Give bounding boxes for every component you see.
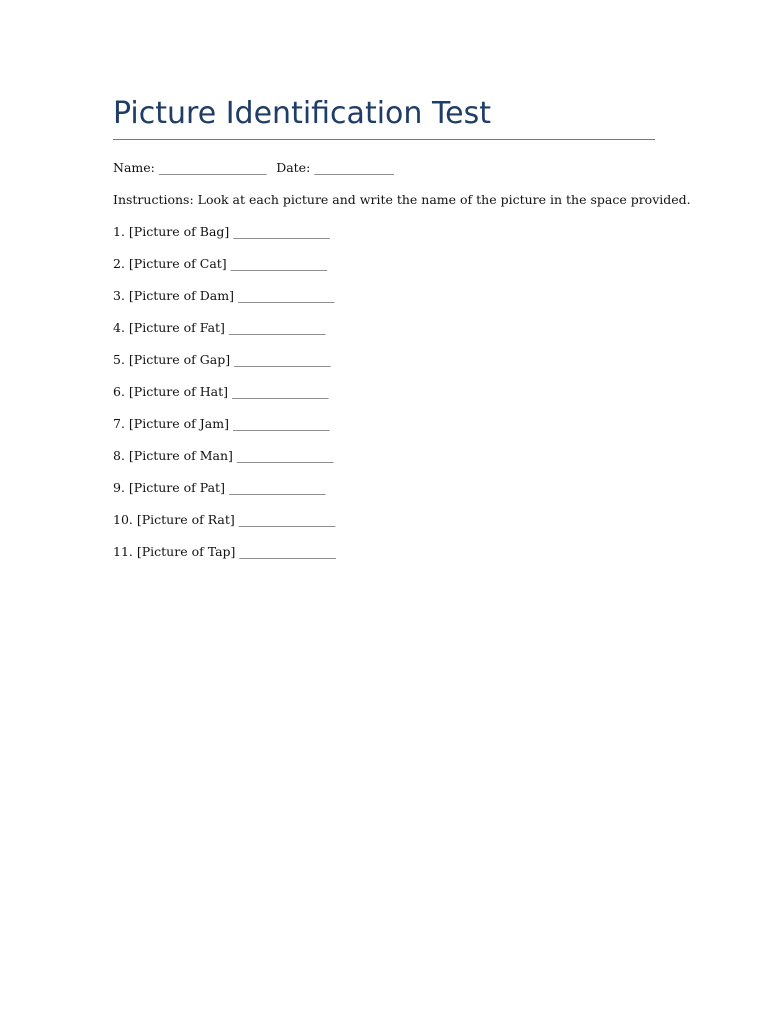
name-blank[interactable]: ___________________ — [158, 160, 267, 175]
item-number: 7. — [113, 416, 125, 431]
answer-blank[interactable]: _________________ — [233, 224, 330, 239]
item-number: 4. — [113, 320, 125, 335]
name-date-line — [113, 160, 393, 176]
date-blank[interactable]: ______________ — [314, 160, 394, 175]
page-title: Picture Identification Test — [113, 96, 492, 131]
list-item — [113, 224, 329, 240]
item-label: [Picture of Dam] — [128, 288, 234, 303]
item-number: 9. — [113, 480, 125, 495]
item-number: 10. — [113, 512, 133, 527]
answer-blank[interactable]: _________________ — [228, 480, 326, 495]
item-number: 5. — [113, 352, 125, 367]
item-label: [Picture of Man] — [128, 448, 233, 463]
answer-blank[interactable]: _________________ — [232, 384, 329, 399]
answer-blank[interactable]: _________________ — [230, 256, 327, 271]
list-item — [113, 480, 325, 496]
list-item — [113, 512, 335, 528]
answer-blank[interactable]: _________________ — [236, 448, 333, 463]
item-label: [Picture of Gap] — [128, 352, 231, 367]
item-label: [Picture of Pat] — [128, 480, 225, 495]
item-number: 2. — [113, 256, 125, 271]
item-label: [Picture of Bag] — [128, 224, 230, 239]
item-label: [Picture of Tap] — [136, 544, 236, 559]
item-label: [Picture of Rat] — [136, 512, 235, 527]
answer-blank[interactable]: _________________ — [234, 352, 331, 367]
list-item — [113, 288, 334, 304]
instructions: Instructions: Look at each picture and write the name of the picture in the space provided. — [113, 192, 691, 207]
list-item — [113, 544, 335, 560]
list-item — [113, 352, 330, 368]
item-number: 6. — [113, 384, 125, 399]
name-label: Name: — [113, 160, 155, 175]
item-label: [Picture of Jam] — [128, 416, 229, 431]
list-item — [113, 416, 329, 432]
title-underline — [113, 139, 655, 140]
list-item — [113, 448, 333, 464]
list-item — [113, 384, 328, 400]
item-number: 8. — [113, 448, 125, 463]
date-label: Date: — [276, 160, 311, 175]
list-item — [113, 320, 325, 336]
list-item — [113, 256, 327, 272]
item-label: [Picture of Fat] — [128, 320, 225, 335]
answer-blank[interactable]: _________________ — [238, 512, 335, 527]
item-number: 1. — [113, 224, 125, 239]
answer-blank[interactable]: _________________ — [232, 416, 329, 431]
answer-blank[interactable]: _________________ — [239, 544, 336, 559]
answer-blank[interactable]: _________________ — [228, 320, 325, 335]
answer-blank[interactable]: _________________ — [237, 288, 335, 303]
item-number: 3. — [113, 288, 125, 303]
item-label: [Picture of Cat] — [128, 256, 227, 271]
item-number: 11. — [113, 544, 133, 559]
item-label: [Picture of Hat] — [128, 384, 229, 399]
